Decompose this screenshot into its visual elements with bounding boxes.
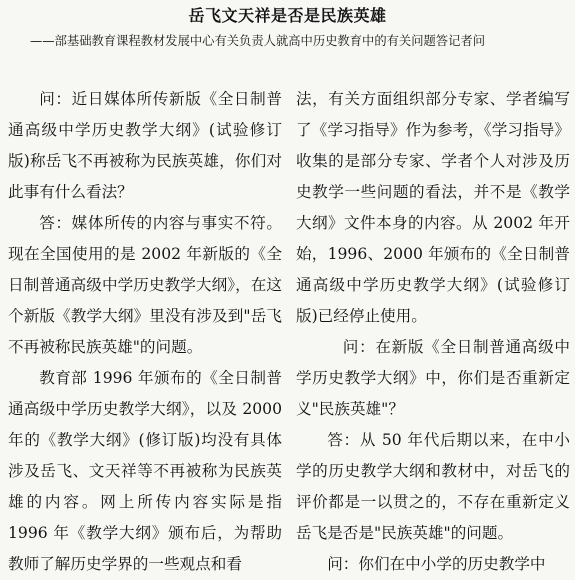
paragraph-background: 教育部 1996 年颁布的《全日制普通高级中学历史教学大纲》，以及 2000 年的《教学大纲》(修订版)均没有具体涉及岳飞、文天祥等不再被称为民族英雄的内容。网上所传内容实际是指 1996 年《教学大纲》颁布后，为帮助教师了解历史学界的一些观点和看 bbox=[8, 369, 282, 573]
paragraph-background-continued: 法，有关方面组织部分专家、学者编写了《学习指导》作为参考，《学习指导》收集的是部分专家、学者个人对涉及历史教学一些问题的看法，并不是《教学大纲》文件本身的内容。从 2002 年开始，1996、2000 年颁布的《全日制普通高级中学历史教学大纲》(试验修订版)已经停止使用。 bbox=[296, 90, 570, 325]
right-column bbox=[296, 84, 570, 580]
paragraph-question-2: 问：在新版《全日制普通高级中学历史教学大纲》中，你们是否重新定义"民族英雄"？ bbox=[296, 338, 570, 418]
article-subtitle: ——部基础教育课程教材发展中心有关负责人就高中历史教育中的有关问题答记者问 bbox=[30, 34, 485, 48]
article-title: 岳飞文天祥是否是民族英雄 bbox=[188, 6, 387, 25]
paragraph-question-3: 问：你们在中小学的历史教学中 bbox=[327, 555, 546, 573]
left-column bbox=[8, 84, 282, 580]
paragraph-question-1: 问：近日媒体所传新版《全日制普通高级中学历史教学大纲》(试验修订版)称岳飞不再被称为民族英雄，你们对此事有什么看法？ bbox=[8, 90, 282, 201]
paragraph-answer-2: 答：从 50 年代后期以来，在中小学的历史教学大纲和教材中，对岳飞的评价都是一以贯之的，不存在重新定义岳飞是否是"民族英雄"的问题。 bbox=[296, 431, 570, 542]
paragraph-answer-1: 答：媒体所传的内容与事实不符。现在全国使用的是 2002 年新版的《全日制普通高级中学历史教学大纲》，在这个新版《教学大纲》里没有涉及到"岳飞不再被称民族英雄"的问题。 bbox=[8, 214, 282, 356]
